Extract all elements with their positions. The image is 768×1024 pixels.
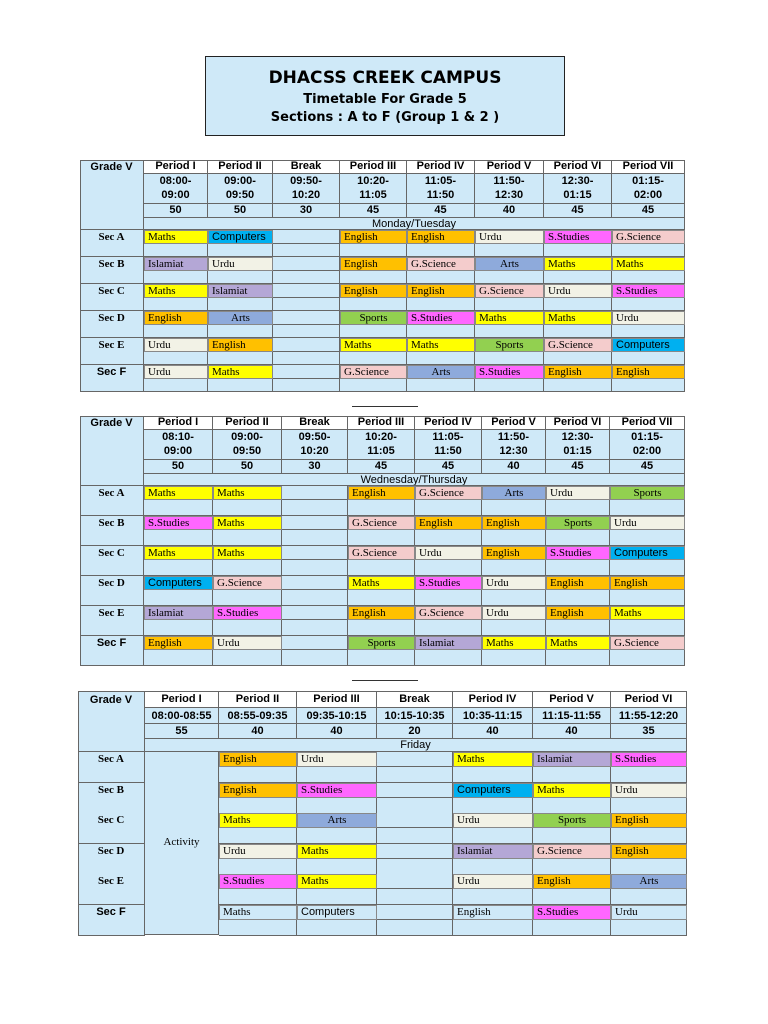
subject-cell: Urdu xyxy=(453,874,533,889)
period-name: Period II xyxy=(225,416,269,428)
section-label: Sec F xyxy=(96,906,126,918)
subject-cell: G.Science xyxy=(475,284,544,298)
period-name: Period I xyxy=(155,160,196,172)
subject-cell: Urdu xyxy=(475,230,544,244)
period-name: Break xyxy=(290,160,322,172)
subject-cell: Maths xyxy=(612,257,685,271)
section-label: Sec F xyxy=(96,637,127,649)
period-name: Period VII xyxy=(622,160,674,172)
subject-cell: Maths xyxy=(144,486,213,500)
subject-cell: Islamiat xyxy=(453,844,533,859)
subject-cell: Maths xyxy=(482,636,546,650)
time-end: 11:50 xyxy=(434,445,462,457)
time-end: 09:50 xyxy=(225,189,255,201)
period-name: Period IV xyxy=(468,693,517,705)
day-label: Wednesday/Thursday xyxy=(360,474,468,486)
time-end: 11:05 xyxy=(359,189,387,201)
section-label: Sec F xyxy=(96,366,127,378)
time-end: 01:15 xyxy=(563,189,592,201)
section-label: Sec C xyxy=(98,547,125,559)
subject-cell: G.Science xyxy=(415,486,482,500)
subject-cell: Maths xyxy=(219,905,297,920)
time-range: 08:00-08:55 xyxy=(151,710,212,722)
time-start: 01:15- xyxy=(631,431,663,443)
subject-cell: English xyxy=(611,844,687,859)
subject-cell: Urdu xyxy=(144,365,208,379)
subject-cell: G.Science xyxy=(533,844,611,859)
subject-cell: Maths xyxy=(219,813,297,828)
subject-cell: Urdu xyxy=(611,783,687,798)
subject-cell: S.Studies xyxy=(533,905,611,920)
subject-cell: G.Science xyxy=(544,338,612,352)
subject-cell: G.Science xyxy=(407,257,475,271)
time-range: 10:15-10:35 xyxy=(384,710,445,722)
grade-label: Grade V xyxy=(90,417,133,429)
section-label: Sec D xyxy=(98,312,125,324)
time-range: 10:35-11:15 xyxy=(462,710,523,722)
subject-cell: Maths xyxy=(544,257,612,271)
subject-cell: English xyxy=(407,230,475,244)
time-end: 10:20 xyxy=(291,189,321,201)
time-start: 11:05- xyxy=(432,431,464,443)
subject-cell: English xyxy=(546,606,610,620)
time-start: 12:30- xyxy=(561,175,594,187)
time-start: 09:50- xyxy=(298,431,331,443)
time-end: 09:00 xyxy=(163,445,193,457)
time-start: 11:50- xyxy=(493,175,525,187)
subject-cell: G.Science xyxy=(415,606,482,620)
subject-cell: Islamiat xyxy=(208,284,273,298)
period-name: Period VI xyxy=(624,693,673,705)
period-name: Period IV xyxy=(424,416,472,428)
duration-value: 30 xyxy=(308,460,321,472)
period-name: Period V xyxy=(491,416,536,428)
subject-cell: S.Studies xyxy=(219,874,297,889)
subject-cell: Islamiat xyxy=(144,257,208,271)
subject-cell: Urdu xyxy=(544,284,612,298)
time-end: 11:50 xyxy=(426,189,455,201)
time-end: 01:15 xyxy=(563,445,592,457)
time-start: 12:30- xyxy=(561,431,594,443)
section-label: Sec E xyxy=(98,339,125,351)
time-range: 11:55-12:20 xyxy=(618,710,679,722)
time-start: 01:15- xyxy=(632,175,664,187)
subject-cell: Maths xyxy=(340,338,407,352)
duration-value: 35 xyxy=(642,725,655,737)
section-label: Sec B xyxy=(98,258,125,270)
subject-cell: Maths xyxy=(407,338,475,352)
time-start: 08:10- xyxy=(162,431,194,443)
subject-cell: S.Studies xyxy=(213,606,282,620)
subject-cell: Maths xyxy=(544,311,612,325)
subject-cell: S.Studies xyxy=(144,516,213,530)
period-name: Period I xyxy=(161,693,202,705)
title-box xyxy=(205,56,565,136)
subject-cell: G.Science xyxy=(340,365,407,379)
time-start: 09:50- xyxy=(290,175,322,187)
subject-cell: Arts xyxy=(407,365,475,379)
subject-cell: Urdu xyxy=(612,311,685,325)
subject-cell: Maths xyxy=(348,576,415,590)
subject-cell: S.Studies xyxy=(407,311,475,325)
duration-value: 40 xyxy=(330,725,343,737)
grade-label: Grade V xyxy=(90,161,133,173)
time-start: 09:00- xyxy=(224,175,256,187)
duration-value: 50 xyxy=(171,460,185,472)
time-start: 10:20- xyxy=(357,175,389,187)
duration-value: 55 xyxy=(175,725,188,737)
subject-cell: S.Studies xyxy=(415,576,482,590)
period-name: Period II xyxy=(235,693,280,705)
subject-cell: Sports xyxy=(546,516,610,530)
duration-value: 45 xyxy=(640,460,654,472)
subject-cell: English xyxy=(544,365,612,379)
duration-value: 20 xyxy=(408,725,421,737)
subject-cell: Urdu xyxy=(453,813,533,828)
duration-value: 50 xyxy=(233,204,247,216)
subject-cell: English xyxy=(482,546,546,560)
duration-value: 45 xyxy=(441,460,455,472)
subject-cell: Maths xyxy=(144,284,208,298)
subject-cell: Arts xyxy=(611,874,687,889)
subject-cell: S.Studies xyxy=(544,230,612,244)
subject-cell: Computers xyxy=(144,576,213,590)
day-label: Monday/Tuesday xyxy=(372,218,456,230)
period-name: Period V xyxy=(486,160,532,172)
subject-cell: Arts xyxy=(475,257,544,271)
subject-cell: English xyxy=(219,783,297,798)
time-range: 11:15-11:55 xyxy=(542,710,601,722)
subject-cell: Maths xyxy=(144,546,213,560)
subject-cell: Urdu xyxy=(611,905,687,920)
subject-cell: English xyxy=(610,576,685,590)
time-end: 10:20 xyxy=(300,445,329,457)
subject-cell: Sports xyxy=(533,813,611,828)
subject-cell: Urdu xyxy=(213,636,282,650)
period-name: Period III xyxy=(357,416,405,428)
subject-cell: English xyxy=(208,338,273,352)
subject-cell: Maths xyxy=(533,783,611,798)
section-label: Sec A xyxy=(98,231,125,243)
subject-cell: Maths xyxy=(208,365,273,379)
duration-value: 45 xyxy=(571,204,584,216)
subject-cell: Maths xyxy=(297,844,377,859)
period-name: Break xyxy=(399,693,430,705)
section-label: Sec A xyxy=(98,487,125,499)
time-end: 09:00 xyxy=(161,189,190,201)
subject-cell: Computers xyxy=(610,546,685,560)
time-end: 12:30 xyxy=(499,445,528,457)
timetable-subtitle: Timetable For Grade 5 xyxy=(303,92,467,107)
duration-value: 40 xyxy=(486,725,499,737)
section-label: Sec D xyxy=(97,845,125,857)
time-end: 11:05 xyxy=(367,445,395,457)
activity-label: Activity xyxy=(163,836,200,848)
subject-cell: S.Studies xyxy=(546,546,610,560)
period-name: Period I xyxy=(157,416,199,428)
subject-cell: G.Science xyxy=(612,230,685,244)
subject-cell: Sports xyxy=(348,636,415,650)
subject-cell: English xyxy=(407,284,475,298)
duration-value: 40 xyxy=(507,460,520,472)
subject-cell: Sports xyxy=(610,486,685,500)
subject-cell: Maths xyxy=(213,516,282,530)
subject-cell: English xyxy=(546,576,610,590)
time-start: 08:00- xyxy=(159,175,192,187)
subject-cell: Urdu xyxy=(610,516,685,530)
subject-cell: Maths xyxy=(297,874,377,889)
section-label: Sec E xyxy=(98,875,124,887)
subject-cell: Arts xyxy=(208,311,273,325)
subject-cell: English xyxy=(144,636,213,650)
subject-cell: Maths xyxy=(453,752,533,767)
subject-cell: S.Studies xyxy=(611,752,687,767)
period-name: Break xyxy=(299,416,330,428)
time-start: 09:00- xyxy=(231,431,263,443)
subject-cell: Urdu xyxy=(546,486,610,500)
subject-cell: Computers xyxy=(297,905,377,920)
time-end: 02:00 xyxy=(632,445,662,457)
period-name: Period III xyxy=(349,160,397,172)
subject-cell: English xyxy=(340,257,407,271)
time-range: 09:35-10:15 xyxy=(306,710,367,722)
subject-cell: Sports xyxy=(475,338,544,352)
duration-value: 45 xyxy=(571,460,584,472)
subject-cell: G.Science xyxy=(213,576,282,590)
table-frame xyxy=(80,160,685,392)
duration-value: 50 xyxy=(240,460,254,472)
subject-cell: S.Studies xyxy=(297,783,377,798)
subject-cell: Islamiat xyxy=(533,752,611,767)
duration-value: 40 xyxy=(251,725,264,737)
subject-cell: Urdu xyxy=(482,576,546,590)
subject-cell: English xyxy=(611,813,687,828)
subject-cell: Arts xyxy=(297,813,377,828)
subject-cell: Computers xyxy=(453,783,533,798)
subject-cell: English xyxy=(219,752,297,767)
day-label: Friday xyxy=(400,739,431,751)
school-title: DHACSS CREEK CAMPUS xyxy=(268,68,502,88)
separator-line xyxy=(352,406,418,407)
subject-cell: Sports xyxy=(340,311,407,325)
duration-value: 45 xyxy=(366,204,380,216)
duration-value: 45 xyxy=(434,204,447,216)
section-label: Sec C xyxy=(97,814,125,826)
duration-value: 40 xyxy=(502,204,516,216)
table-frame xyxy=(80,416,685,666)
subject-cell: Maths xyxy=(546,636,610,650)
subject-cell: S.Studies xyxy=(612,284,685,298)
period-name: Period II xyxy=(218,160,262,172)
subject-cell: Urdu xyxy=(219,844,297,859)
section-label: Sec D xyxy=(98,577,125,589)
period-name: Period VI xyxy=(553,416,602,428)
section-label: Sec B xyxy=(98,517,125,529)
time-range: 08:55-09:35 xyxy=(227,710,288,722)
subject-cell: English xyxy=(533,874,611,889)
subject-cell: Arts xyxy=(482,486,546,500)
subject-cell: Urdu xyxy=(297,752,377,767)
section-label: Sec C xyxy=(98,285,125,297)
subject-cell: Urdu xyxy=(482,606,546,620)
period-name: Period V xyxy=(549,693,594,705)
subject-cell: Computers xyxy=(208,230,273,244)
grade-label: Grade V xyxy=(89,694,133,706)
time-end: 09:50 xyxy=(232,445,262,457)
subject-cell: Urdu xyxy=(415,546,482,560)
duration-value: 40 xyxy=(565,725,578,737)
subject-cell: English xyxy=(415,516,482,530)
section-label: Sec B xyxy=(98,784,124,796)
subject-cell: Maths xyxy=(475,311,544,325)
subject-cell: English xyxy=(453,905,533,920)
subject-cell: English xyxy=(348,486,415,500)
subject-cell: Islamiat xyxy=(144,606,213,620)
time-start: 11:05- xyxy=(424,175,457,187)
duration-value: 45 xyxy=(374,460,388,472)
subject-cell: S.Studies xyxy=(475,365,544,379)
table-frame xyxy=(78,691,687,935)
subject-cell: Maths xyxy=(610,606,685,620)
time-end: 12:30 xyxy=(494,189,524,201)
duration-value: 50 xyxy=(169,204,182,216)
subject-cell: English xyxy=(340,230,407,244)
subject-cell: Urdu xyxy=(208,257,273,271)
period-name: Period VII xyxy=(621,416,673,428)
time-end: 02:00 xyxy=(633,189,663,201)
subject-cell: English xyxy=(612,365,685,379)
subject-cell: Computers xyxy=(612,338,685,352)
duration-value: 45 xyxy=(641,204,655,216)
subject-cell: G.Science xyxy=(348,546,415,560)
subject-cell: Maths xyxy=(213,546,282,560)
time-start: 10:20- xyxy=(365,431,397,443)
subject-cell: Maths xyxy=(213,486,282,500)
period-name: Period VI xyxy=(553,160,602,172)
subject-cell: G.Science xyxy=(348,516,415,530)
separator-line xyxy=(352,680,418,681)
section-label: Sec E xyxy=(98,607,125,619)
subject-cell: English xyxy=(348,606,415,620)
sections-label: Sections : A to F (Group 1 & 2 ) xyxy=(270,110,500,125)
period-name: Period III xyxy=(313,693,360,705)
subject-cell: Urdu xyxy=(144,338,208,352)
duration-value: 30 xyxy=(299,204,313,216)
subject-cell: English xyxy=(340,284,407,298)
subject-cell: Maths xyxy=(144,230,208,244)
time-start: 11:50- xyxy=(497,431,530,443)
subject-cell: G.Science xyxy=(610,636,685,650)
subject-cell: Islamiat xyxy=(415,636,482,650)
subject-cell: English xyxy=(482,516,546,530)
section-label: Sec A xyxy=(98,753,124,765)
period-name: Period IV xyxy=(416,160,465,172)
subject-cell: English xyxy=(144,311,208,325)
